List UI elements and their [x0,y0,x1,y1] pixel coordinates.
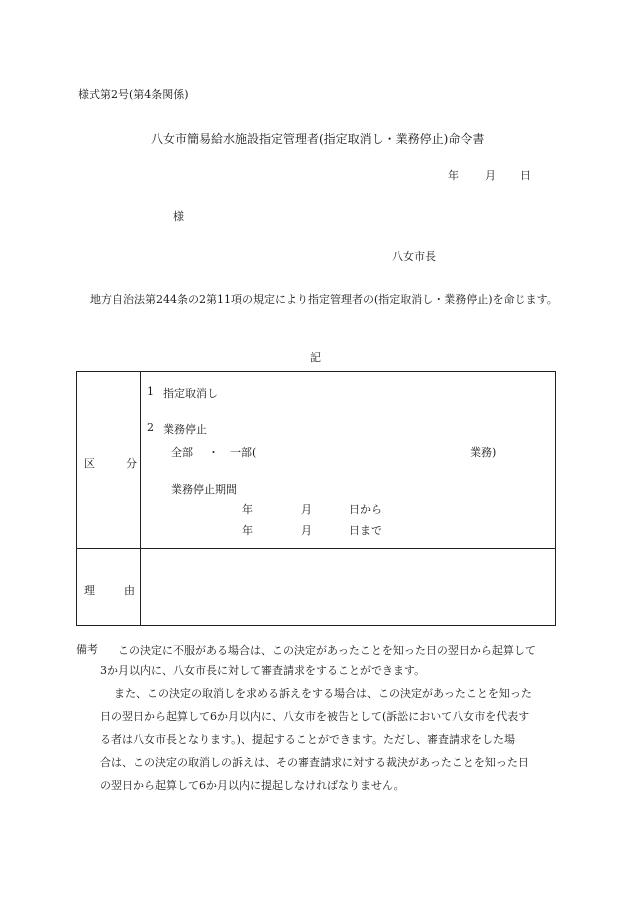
period-start-month: 月 [301,503,312,516]
option-2-text: 業務停止 [163,423,207,436]
scope-separator: ・ [208,446,219,459]
category-label-1: 区 [84,457,95,470]
date-day-label: 日 [520,169,531,182]
ki-heading: 記 [310,351,321,364]
addressee-suffix: 様 [173,210,184,223]
notes-line-4: 日の翌日から起算して6か月以内に、八女市を被告として(訴訟において八女市を代表す [100,710,530,723]
table-column-divider [140,371,141,626]
notes-line-3: また、この決定の取消しを求める訴えをする場合は、この決定があったことを知った [114,687,532,700]
table-row-divider [76,548,556,549]
order-table [76,371,556,626]
notes-line-5: る者は八女市長となります。)、提起することができます。ただし、審査請求をした場 [100,733,516,746]
suspension-period-label: 業務停止期間 [171,483,237,496]
option-1-text: 指定取消し [163,387,218,400]
scope-partial: 一部( [230,446,257,459]
notes-line-2: 3か月以内に、八女市長に対して審査請求をすることができます。 [100,664,426,677]
category-label-2: 分 [126,457,137,470]
option-1-number: 1 [147,385,154,398]
period-end-day: 日まで [349,524,382,537]
period-end-month: 月 [301,524,312,537]
notes-line-7: の翌日から起算して6か月以内に提起しなければなりません。 [100,779,405,792]
issuer-name: 八女市長 [392,250,436,263]
form-number: 様式第2号(第4条関係) [78,88,189,101]
order-paragraph-text: 地方自治法第244条の2第11項の規定により指定管理者の(指定取消し・業務停止)を命じます。 [90,293,558,306]
scope-all: 全部 [171,446,193,459]
date-year-label: 年 [448,169,459,182]
order-paragraph [78,289,558,310]
notes-line-1: この決定に不服がある場合は、この決定があったことを知った日の翌日から起算して [118,644,536,657]
period-end-year: 年 [242,524,253,537]
document-title: 八女市簡易給水施設指定管理者(指定取消し・業務停止)命令書 [151,132,485,146]
period-start-day: 日から [349,503,382,516]
date-month-label: 月 [485,169,496,182]
notes-label: 備考 [76,643,98,656]
reason-label-1: 理 [84,584,95,597]
option-2-number: 2 [147,421,154,434]
reason-label-2: 由 [124,584,135,597]
period-start-year: 年 [242,503,253,516]
scope-business: 業務) [470,446,497,459]
notes-line-6: 合は、この決定の取消しの訴えは、その審査請求に対する裁決があったことを知った日 [100,756,529,769]
